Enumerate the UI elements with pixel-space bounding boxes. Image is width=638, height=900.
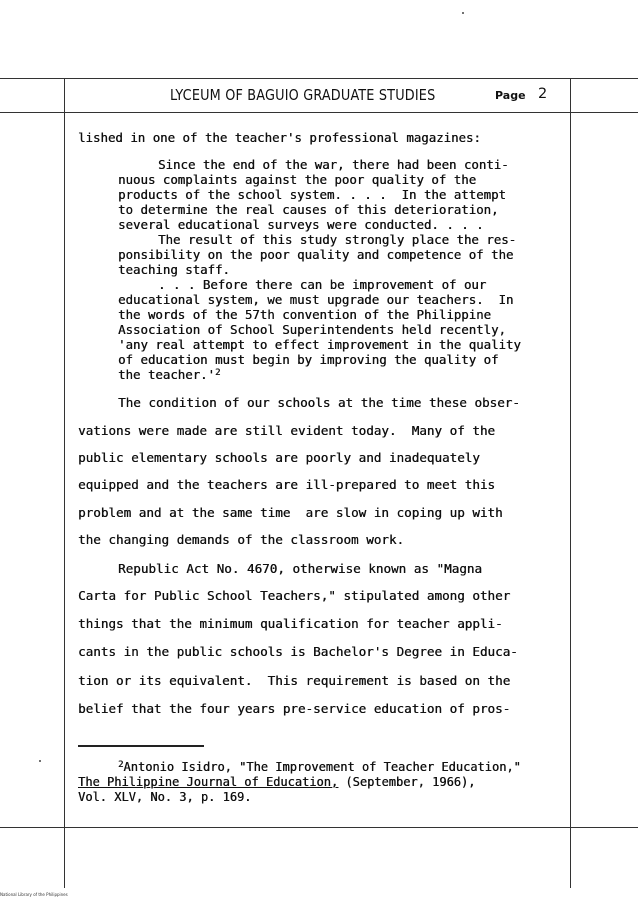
quote-line: nuous complaints against the poor quality of the <box>118 172 477 187</box>
left-margin-rule <box>64 78 65 888</box>
quote-line: Since the end of the war, there had been conti- <box>158 157 509 172</box>
scan-speck <box>462 12 464 14</box>
page-header-title: LYCEUM OF BAGUIO GRADUATE STUDIES <box>170 86 436 104</box>
footnote-date: (September, 1966), <box>338 775 476 789</box>
quote-line: educational system, we must upgrade our teachers. In <box>118 292 514 307</box>
footnote-line-1 <box>118 760 521 774</box>
quote-line: 'any real attempt to effect improvement in the quality <box>118 337 521 352</box>
quote-line: several educational surveys were conducted. . . . <box>118 217 484 232</box>
footnote-mark: 2 <box>118 760 124 770</box>
paragraph-line: equipped and the teachers are ill-prepared to meet this <box>78 477 496 492</box>
footnote-line-2 <box>78 775 475 789</box>
header-top-rule <box>0 78 638 79</box>
right-margin-rule <box>570 78 571 888</box>
quote-line: Association of School Superintendents held recently, <box>118 322 506 337</box>
page-number: 2 <box>538 86 548 102</box>
quote-line: products of the school system. . . . In the attempt <box>118 187 506 202</box>
quote-line: to determine the real causes of this deterioration, <box>118 202 499 217</box>
quote-line: The result of this study strongly place the res- <box>158 232 517 247</box>
paragraph-line: The condition of our schools at the time these obser- <box>118 395 520 410</box>
quote-line: . . . Before there can be improvement of our <box>158 277 487 292</box>
quote-line: teaching staff. <box>118 262 230 277</box>
paragraph-line: Carta for Public School Teachers," stipulated among other <box>78 588 511 603</box>
paragraph-line: cants in the public schools is Bachelor's Degree in Educa- <box>78 644 518 659</box>
footnote-separator <box>78 745 204 747</box>
paragraph-line: vations were made are still evident today. Many of the <box>78 423 496 438</box>
quote-line: of education must begin by improving the quality of <box>118 352 499 367</box>
quote-line: the words of the 57th convention of the Philippine <box>118 307 491 322</box>
page-label: Page <box>495 89 526 102</box>
paragraph-line: public elementary schools are poorly and inadequately <box>78 450 480 465</box>
paragraph-line: problem and at the same time are slow in coping up with <box>78 505 503 520</box>
footnote-reference: 2 <box>214 368 221 378</box>
library-footer: National Library of the Philippines <box>0 892 68 897</box>
paragraph-line: Republic Act No. 4670, otherwise known as "Magna <box>118 561 482 576</box>
paragraph-line: tion or its equivalent. This requirement is based on the <box>78 673 511 688</box>
footnote-citation: Antonio Isidro, "The Improvement of Teacher Education," <box>123 760 521 774</box>
quote-line: the teacher.' <box>118 367 215 382</box>
paragraph-line: the changing demands of the classroom work. <box>78 532 405 547</box>
footnote-line-3: Vol. XLV, No. 3, p. 169. <box>78 790 252 804</box>
intro-line: lished in one of the teacher's professional magazines: <box>78 130 481 145</box>
quote-line: ponsibility on the poor quality and competence of the <box>118 247 514 262</box>
header-bottom-rule <box>0 112 638 113</box>
footer-rule <box>0 827 638 828</box>
paragraph-line: things that the minimum qualification for teacher appli- <box>78 616 503 631</box>
footnote-journal: The Philippine Journal of Education, <box>78 775 339 789</box>
quote-last-line <box>118 368 220 382</box>
paragraph-line: belief that the four years pre-service education of pros- <box>78 701 511 716</box>
scan-speck <box>39 760 41 762</box>
